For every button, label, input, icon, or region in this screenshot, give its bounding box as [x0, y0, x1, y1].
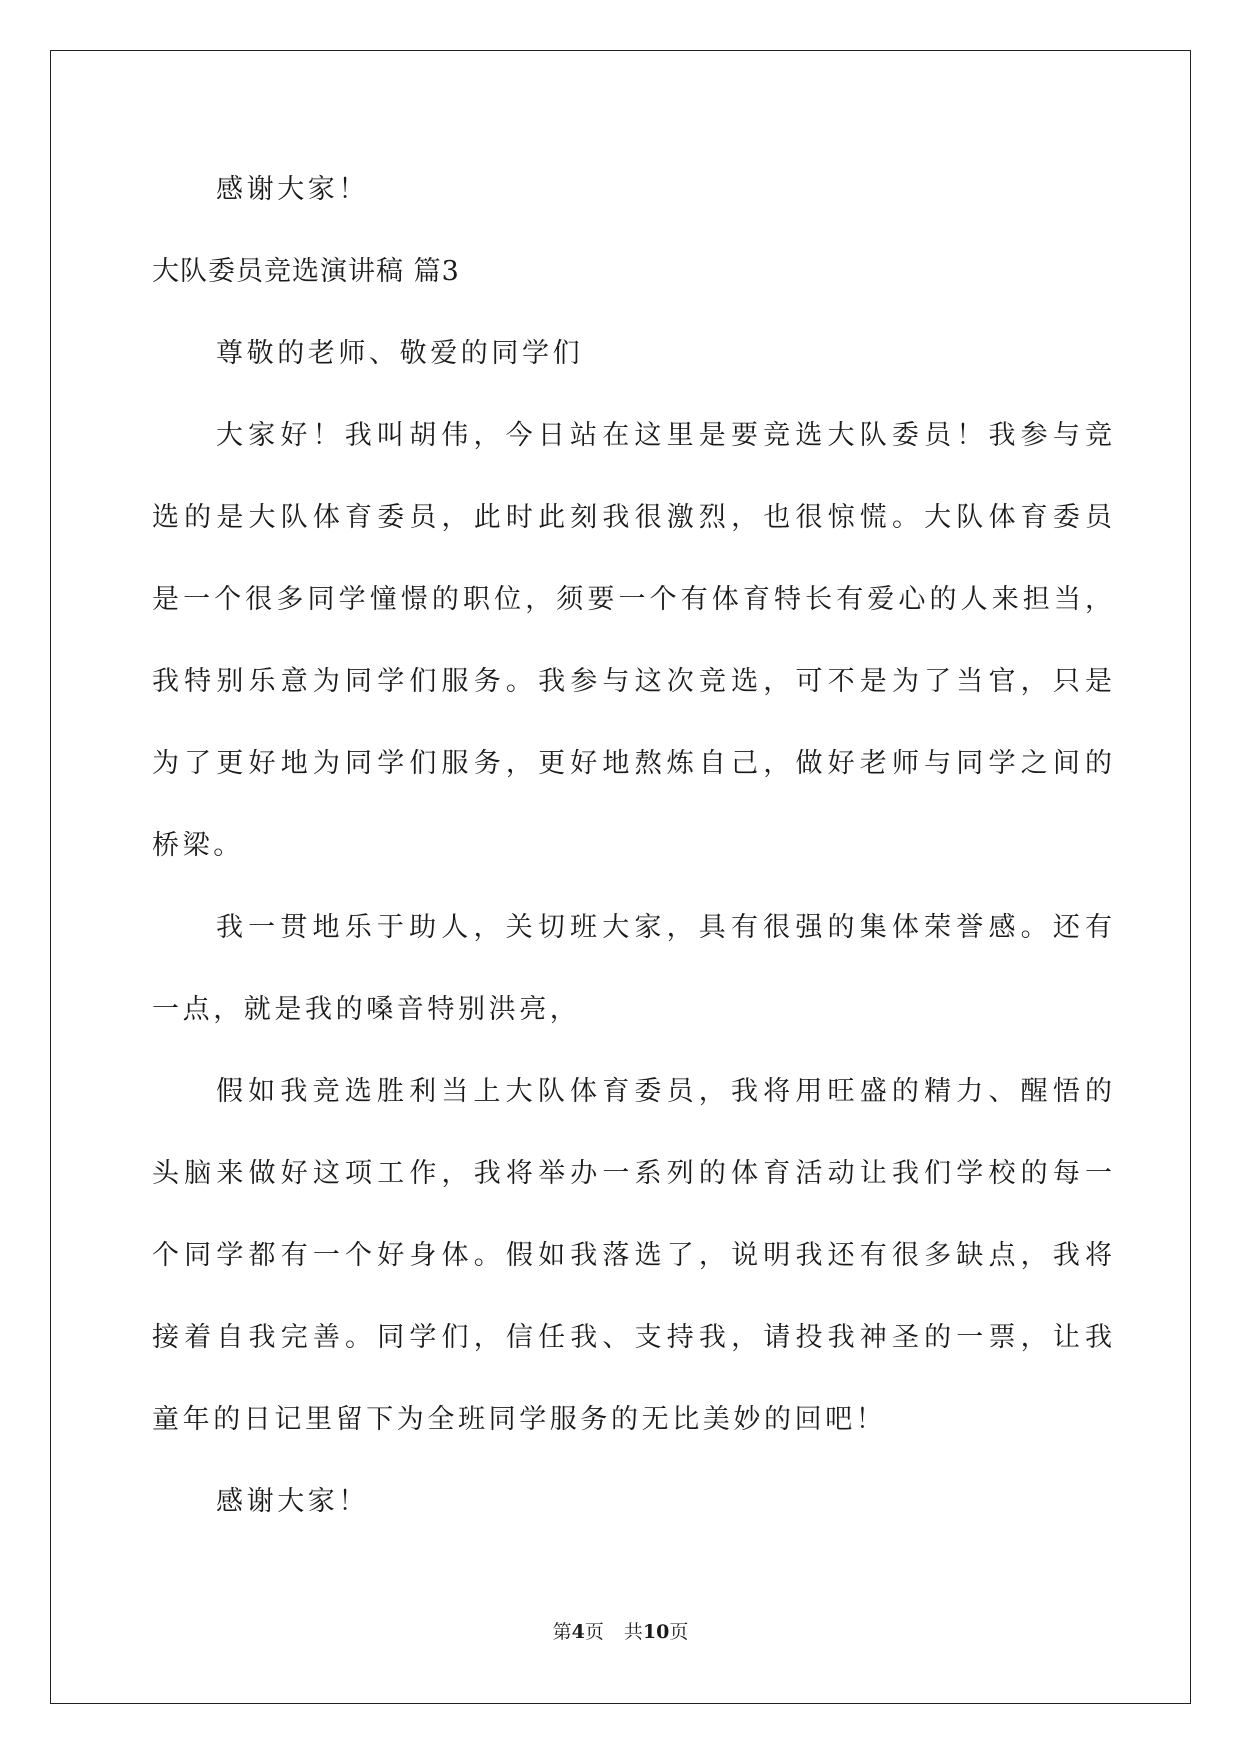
paragraph-1-line-3: 是一个很多同学憧憬的职位，须要一个有体育特长有爱心的人来担当，	[152, 584, 1112, 615]
page-suffix: 页	[584, 1621, 604, 1643]
paragraph-3-line-4: 接着自我完善。同学们，信任我、支持我，请投我神圣的一票，让我	[152, 1322, 1112, 1353]
closing-thanks-2: 感谢大家！	[216, 1486, 369, 1517]
paragraph-1-line-1: 大家好！我叫胡伟，今日站在这里是要竞选大队委员！我参与竞	[216, 420, 1112, 451]
total-suffix: 页	[669, 1621, 689, 1643]
paragraph-3-line-5: 童年的日记里留下为全班同学服务的无比美妙的回吧！	[152, 1404, 887, 1435]
section-title: 大队委员竞选演讲稿 篇3	[152, 256, 460, 287]
paragraph-3-line-2: 头脑来做好这项工作，我将举办一系列的体育活动让我们学校的每一	[152, 1158, 1112, 1189]
total-pages: 10	[642, 1621, 670, 1643]
page-number: 4	[571, 1621, 585, 1643]
page-border	[50, 50, 1191, 1704]
paragraph-3-line-3: 个同学都有一个好身体。假如我落选了，说明我还有很多缺点，我将	[152, 1240, 1112, 1271]
paragraph-2-line-2: 一点，就是我的嗓音特别洪亮，	[152, 994, 581, 1025]
paragraph-2-line-1: 我一贯地乐于助人，关切班大家，具有很强的集体荣誉感。还有	[216, 912, 1112, 943]
paragraph-1-line-2: 选的是大队体育委员，此时此刻我很激烈，也很惊慌。大队体育委员	[152, 502, 1112, 533]
paragraph-1-line-6: 桥梁。	[152, 830, 244, 861]
closing-thanks-1: 感谢大家！	[216, 174, 369, 205]
paragraph-3-line-1: 假如我竞选胜利当上大队体育委员，我将用旺盛的精力、醒悟的	[216, 1076, 1112, 1107]
paragraph-1-line-5: 为了更好地为同学们服务，更好地熬炼自己，做好老师与同学之间的	[152, 748, 1112, 779]
page-prefix: 第	[552, 1621, 572, 1643]
paragraph-1-line-4: 我特别乐意为同学们服务。我参与这次竞选，可不是为了当官，只是	[152, 666, 1112, 697]
total-prefix: 共	[623, 1621, 643, 1643]
salutation: 尊敬的老师、敬爱的同学们	[216, 338, 584, 369]
page-footer	[0, 1620, 1241, 1644]
